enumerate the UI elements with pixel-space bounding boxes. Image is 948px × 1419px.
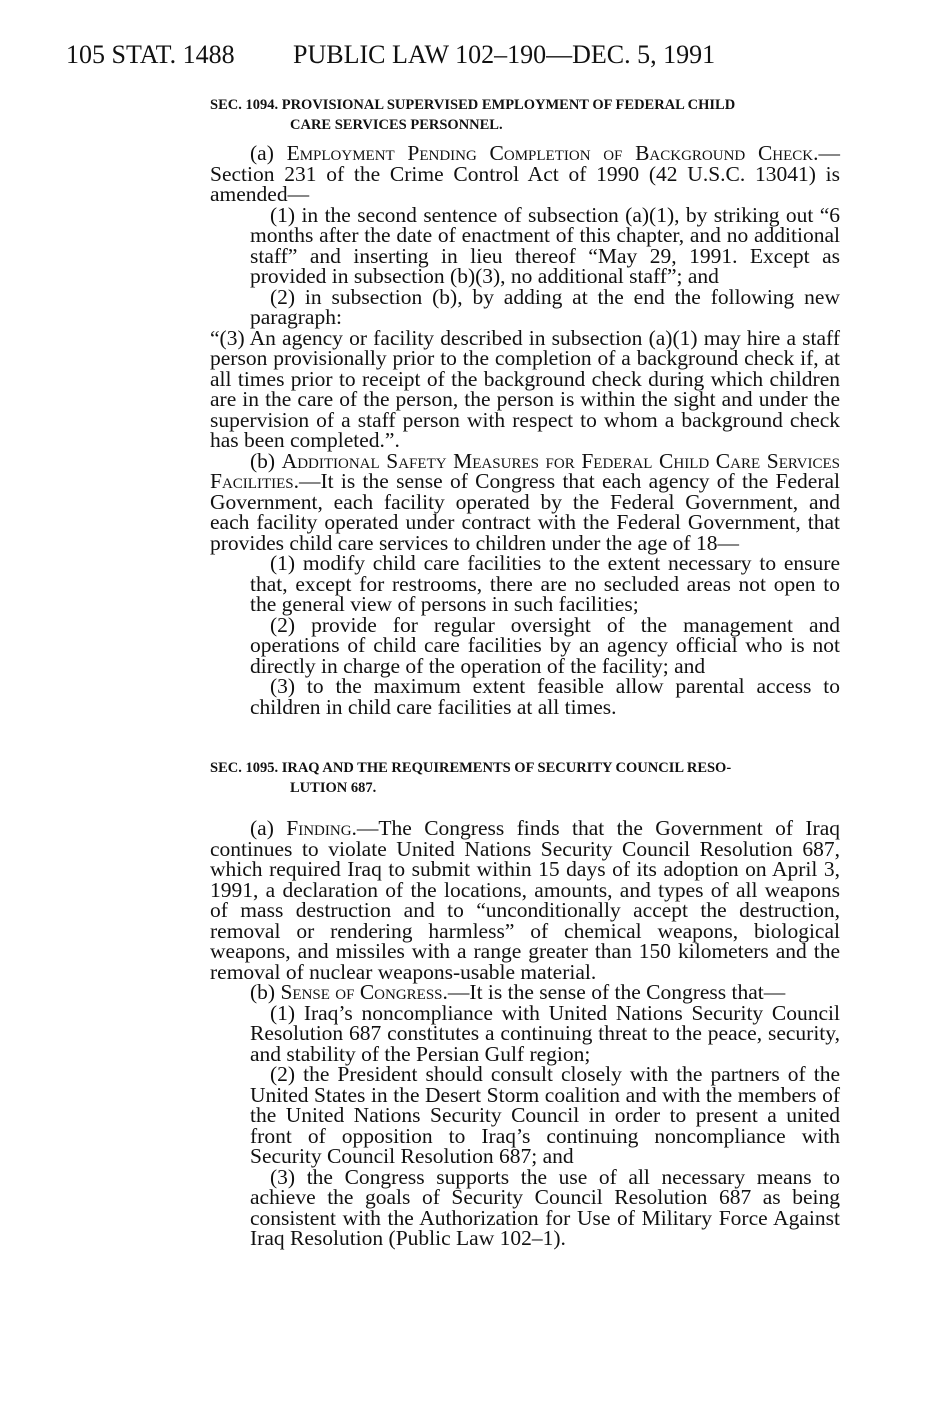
section-title-line-2: CARE SERVICES PERSONNEL. — [290, 117, 503, 133]
paragraph-b1: (1) Iraq’s noncompliance with United Nations Security Council Resolution 687 constitutes a continuing threat to the peace, security, and stability of the Persian Gulf region; — [250, 1000, 840, 1066]
subsection-text: — Section 231 of the Crime Control Act of 1990 (42 U.S.C. 13041) is amended— — [210, 141, 840, 206]
subsection-text: —It is the sense of Congress that each agency of the Federal Government, each facility operated by the Federal Government, and each facility operated under contract with the Federal Government, that provides child care services to children under the age of 18— — [210, 469, 840, 555]
section-number: SEC. 1094. — [210, 97, 279, 113]
paragraph-b2: (2) the President should consult closely with the partners of the United States in the Desert Storm coalition and with the members of the United Nations Security Council in order to present a united front of opposition to Iraq’s continuing noncompliance with Security Council Resolution 687; and — [250, 1062, 840, 1168]
subsection-a — [210, 143, 840, 205]
subsection-text: —It is the sense of the Congress that— — [447, 980, 786, 1004]
paragraph-b3: (3) to the maximum extent feasible allow parental access to children in child care facilities at all times. — [250, 674, 840, 719]
subsection-b — [210, 448, 840, 555]
paragraph-b1: (1) modify child care facilities to the extent necessary to ensure that, except for restrooms, there are no secluded areas not open to the general view of persons in such facilities; — [250, 551, 840, 616]
public-law-citation: PUBLIC LAW 102–190—DEC. 5, 1991 — [293, 40, 716, 69]
subsection-label: (a) — [250, 816, 287, 840]
subsection-label: (b) — [250, 980, 281, 1004]
paragraph-b3: (3) the Congress supports the use of all necessary means to achieve the goals of Security Council Resolution 687 as being consistent with the Authorization for Use of Military Force Against Iraq Resolution (Public Law 102–1). — [250, 1164, 840, 1250]
subsection-b — [210, 982, 840, 1003]
section-1094-body — [210, 143, 840, 717]
section-title-line-1: PROVISIONAL SUPERVISED EMPLOYMENT OF FEDERAL CHILD — [281, 97, 736, 113]
subsection-text: —The Congress finds that the Government of Iraq continues to violate United Nations Security Council Resolution 687, which required Iraq to submit within 15 days of its adoption on April 3, 1991, a declaration of the locations, amounts, and types of all weapons of mass destruction and to “unconditionally accept the destruction, removal or rendering harmless” of chemical weapons, biological weapons, and missiles with a range greater than 150 kilometers and the removal of nuclear weapons-usable material. — [210, 816, 840, 984]
subsection-label: (b) — [250, 448, 282, 473]
subsection-title: Sense of Congress. — [280, 980, 448, 1004]
subsection-title: Finding. — [286, 816, 357, 840]
statute-reference: 105 STAT. 1488 — [66, 40, 235, 69]
subsection-label: (a) — [250, 141, 287, 165]
paragraph-a2: (2) in subsection (b), by adding at the end the following new paragraph: — [250, 284, 840, 329]
paragraph-b2: (2) provide for regular oversight of the management and operations of child care facilities by an agency official who is not directly in charge of the operation of the facility; and — [250, 612, 840, 678]
subsection-title: Additional Safety Measures for Federal Child Care Services Facilities. — [210, 448, 840, 493]
section-1095-heading — [210, 758, 840, 798]
section-title-line-1: IRAQ AND THE REQUIREMENTS OF SECURITY COUNCIL RESO- — [281, 760, 732, 776]
subsection-title: Employment Pending Completion of Background Check. — [286, 141, 819, 165]
quoted-paragraph: “(3) An agency or facility described in subsection (a)(1) may hire a staff person provisionally prior to the completion of a background check if, at all times prior to receipt of the background check during which children are in the care of the person, the person is within the sight and under the supervision of a staff person with respect to whom a background check has been completed.”. — [210, 325, 840, 452]
subsection-a — [210, 818, 840, 982]
section-1094-heading — [210, 95, 840, 135]
section-number: SEC. 1095. — [210, 760, 279, 776]
section-title-line-2: LUTION 687. — [290, 780, 377, 796]
paragraph-a1: (1) in the second sentence of subsection (a)(1), by striking out “6 months after the date of enactment of this chapter, and no additional staff” and inserting in lieu thereof “May 29, 1991. Except as provided in subsection (b)(3), no additional staff”; and — [250, 202, 840, 288]
section-1095-body — [210, 818, 840, 1249]
